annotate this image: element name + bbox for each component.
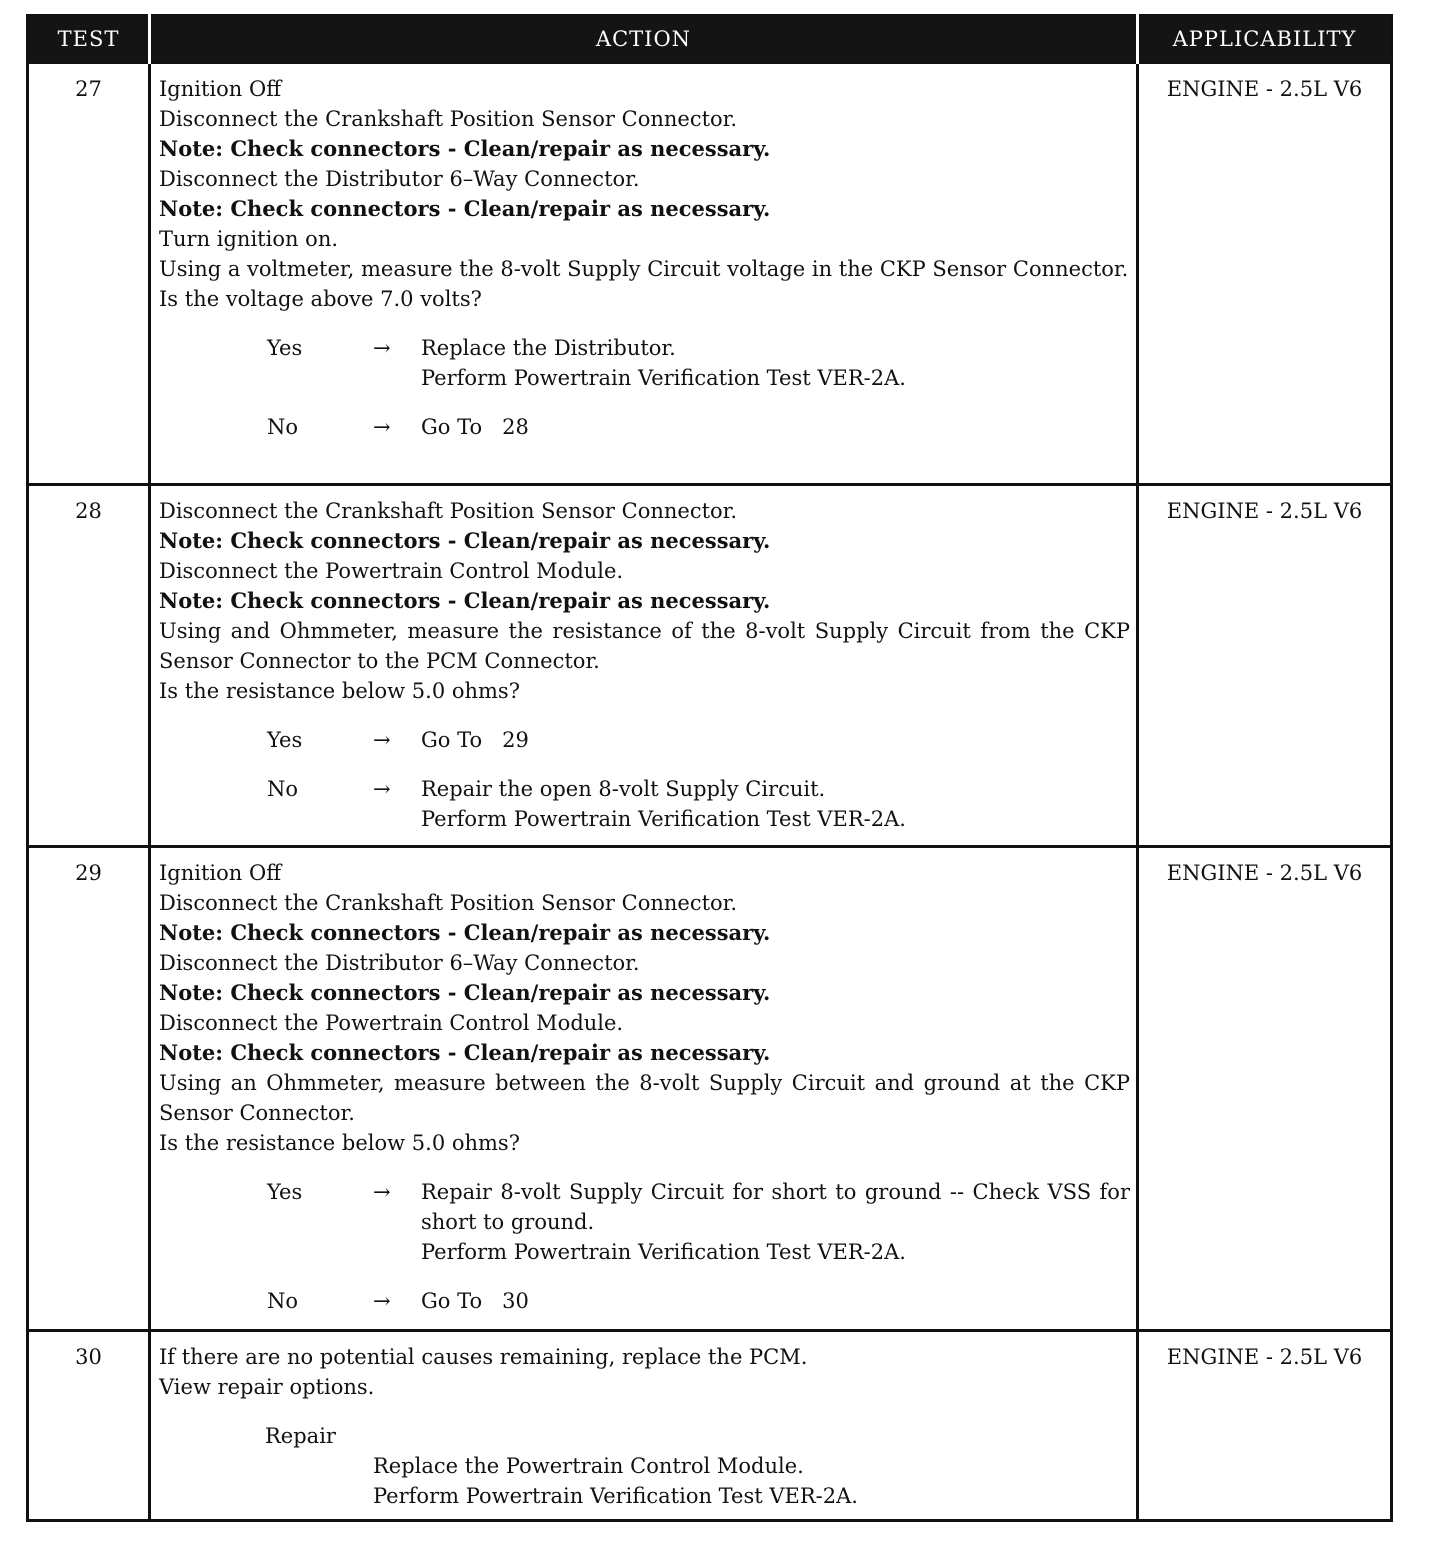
question-text: Is the voltage above 7.0 volts? xyxy=(159,287,482,311)
table-row xyxy=(28,485,1392,847)
column-header-applicability: APPLICABILITY xyxy=(1138,16,1392,63)
column-header-action: ACTION xyxy=(150,16,1138,63)
note-text: Note: Check connectors - Clean/repair as necessary. xyxy=(159,980,771,1005)
repair-text: Replace the Powertrain Control Module. xyxy=(373,1454,804,1478)
action-cell xyxy=(150,1331,1138,1521)
no-label: No xyxy=(267,777,299,801)
step-text: Ignition Off xyxy=(159,861,282,885)
step-text: If there are no potential causes remaining, replace the PCM. xyxy=(159,1345,808,1369)
applicability-cell: ENGINE - 2.5L V6 xyxy=(1138,1331,1392,1521)
note-text: Note: Check connectors - Clean/repair as necessary. xyxy=(159,1040,771,1065)
question-text: Is the resistance below 5.0 ohms? xyxy=(159,679,520,703)
no-outcome xyxy=(159,774,1130,834)
no-outcome xyxy=(159,412,1130,442)
goto-link[interactable]: Go To 29 xyxy=(421,728,529,752)
table-row xyxy=(28,847,1392,1331)
step-text: Using an Ohmmeter, measure between the 8-volt Supply Circuit and ground at the CKP Sensor Connector. xyxy=(159,1071,1130,1125)
outcome-text: Perform Powertrain Verification Test VER-2A. xyxy=(421,807,906,831)
test-number: 28 xyxy=(28,485,150,847)
step-text: Using and Ohmmeter, measure the resistance of the 8-volt Supply Circuit from the CKP Sensor Connector to the PCM Connector. xyxy=(159,619,1130,673)
goto-link[interactable]: Go To 28 xyxy=(421,415,529,439)
outcome-text: Repair 8-volt Supply Circuit for short to ground -- Check VSS for short to ground. xyxy=(421,1180,1130,1234)
table-row xyxy=(28,1331,1392,1521)
repair-text: Perform Powertrain Verification Test VER-2A. xyxy=(373,1484,858,1508)
note-text: Note: Check connectors - Clean/repair as necessary. xyxy=(159,588,771,613)
test-number: 30 xyxy=(28,1331,150,1521)
step-text: Disconnect the Powertrain Control Module. xyxy=(159,559,624,583)
arrow-right-icon: → xyxy=(373,1180,391,1204)
step-text: Disconnect the Powertrain Control Module. xyxy=(159,1011,624,1035)
arrow-right-icon: → xyxy=(373,336,391,360)
goto-link[interactable]: Go To 30 xyxy=(421,1289,529,1313)
note-text: Note: Check connectors - Clean/repair as necessary. xyxy=(159,196,771,221)
note-text: Note: Check connectors - Clean/repair as necessary. xyxy=(159,528,771,553)
outcome-text: Replace the Distributor. xyxy=(421,336,676,360)
no-outcome xyxy=(159,1286,1130,1316)
action-cell xyxy=(150,485,1138,847)
column-header-test: TEST xyxy=(28,16,150,63)
step-text: Turn ignition on. xyxy=(159,227,339,251)
no-label: No xyxy=(267,1289,299,1313)
repair-label: Repair xyxy=(265,1424,336,1448)
table-row xyxy=(28,63,1392,485)
outcome-text: Perform Powertrain Verification Test VER-2A. xyxy=(421,366,906,390)
step-text: Ignition Off xyxy=(159,77,282,101)
step-text: Disconnect the Crankshaft Position Sensor Connector. xyxy=(159,499,738,523)
action-cell xyxy=(150,847,1138,1331)
yes-outcome xyxy=(159,333,1130,393)
applicability-cell: ENGINE - 2.5L V6 xyxy=(1138,485,1392,847)
no-label: No xyxy=(267,415,299,439)
arrow-right-icon: → xyxy=(373,728,391,752)
yes-outcome xyxy=(159,1177,1130,1267)
note-text: Note: Check connectors - Clean/repair as necessary. xyxy=(159,920,771,945)
diagnostic-test-table xyxy=(26,14,1393,1522)
test-number: 29 xyxy=(28,847,150,1331)
arrow-right-icon: → xyxy=(373,777,391,801)
applicability-cell: ENGINE - 2.5L V6 xyxy=(1138,63,1392,485)
note-text: Note: Check connectors - Clean/repair as necessary. xyxy=(159,136,771,161)
step-text: Disconnect the Distributor 6–Way Connector. xyxy=(159,167,640,191)
step-text: Disconnect the Distributor 6–Way Connector. xyxy=(159,951,640,975)
yes-label: Yes xyxy=(267,336,303,360)
applicability-cell: ENGINE - 2.5L V6 xyxy=(1138,847,1392,1331)
step-text: Disconnect the Crankshaft Position Sensor Connector. xyxy=(159,891,738,915)
arrow-right-icon: → xyxy=(373,415,391,439)
test-number: 27 xyxy=(28,63,150,485)
outcome-text: Repair the open 8-volt Supply Circuit. xyxy=(421,777,826,801)
outcome-text: Perform Powertrain Verification Test VER-2A. xyxy=(421,1240,906,1264)
question-text: Is the resistance below 5.0 ohms? xyxy=(159,1131,520,1155)
table-header xyxy=(28,16,1392,63)
arrow-right-icon: → xyxy=(373,1289,391,1313)
step-text: Disconnect the Crankshaft Position Sensor Connector. xyxy=(159,107,738,131)
step-text: View repair options. xyxy=(159,1375,375,1399)
action-cell xyxy=(150,63,1138,485)
step-text: Using a voltmeter, measure the 8-volt Supply Circuit voltage in the CKP Sensor Connector. xyxy=(159,257,1129,281)
yes-label: Yes xyxy=(267,1180,303,1204)
yes-outcome xyxy=(159,725,1130,755)
yes-label: Yes xyxy=(267,728,303,752)
